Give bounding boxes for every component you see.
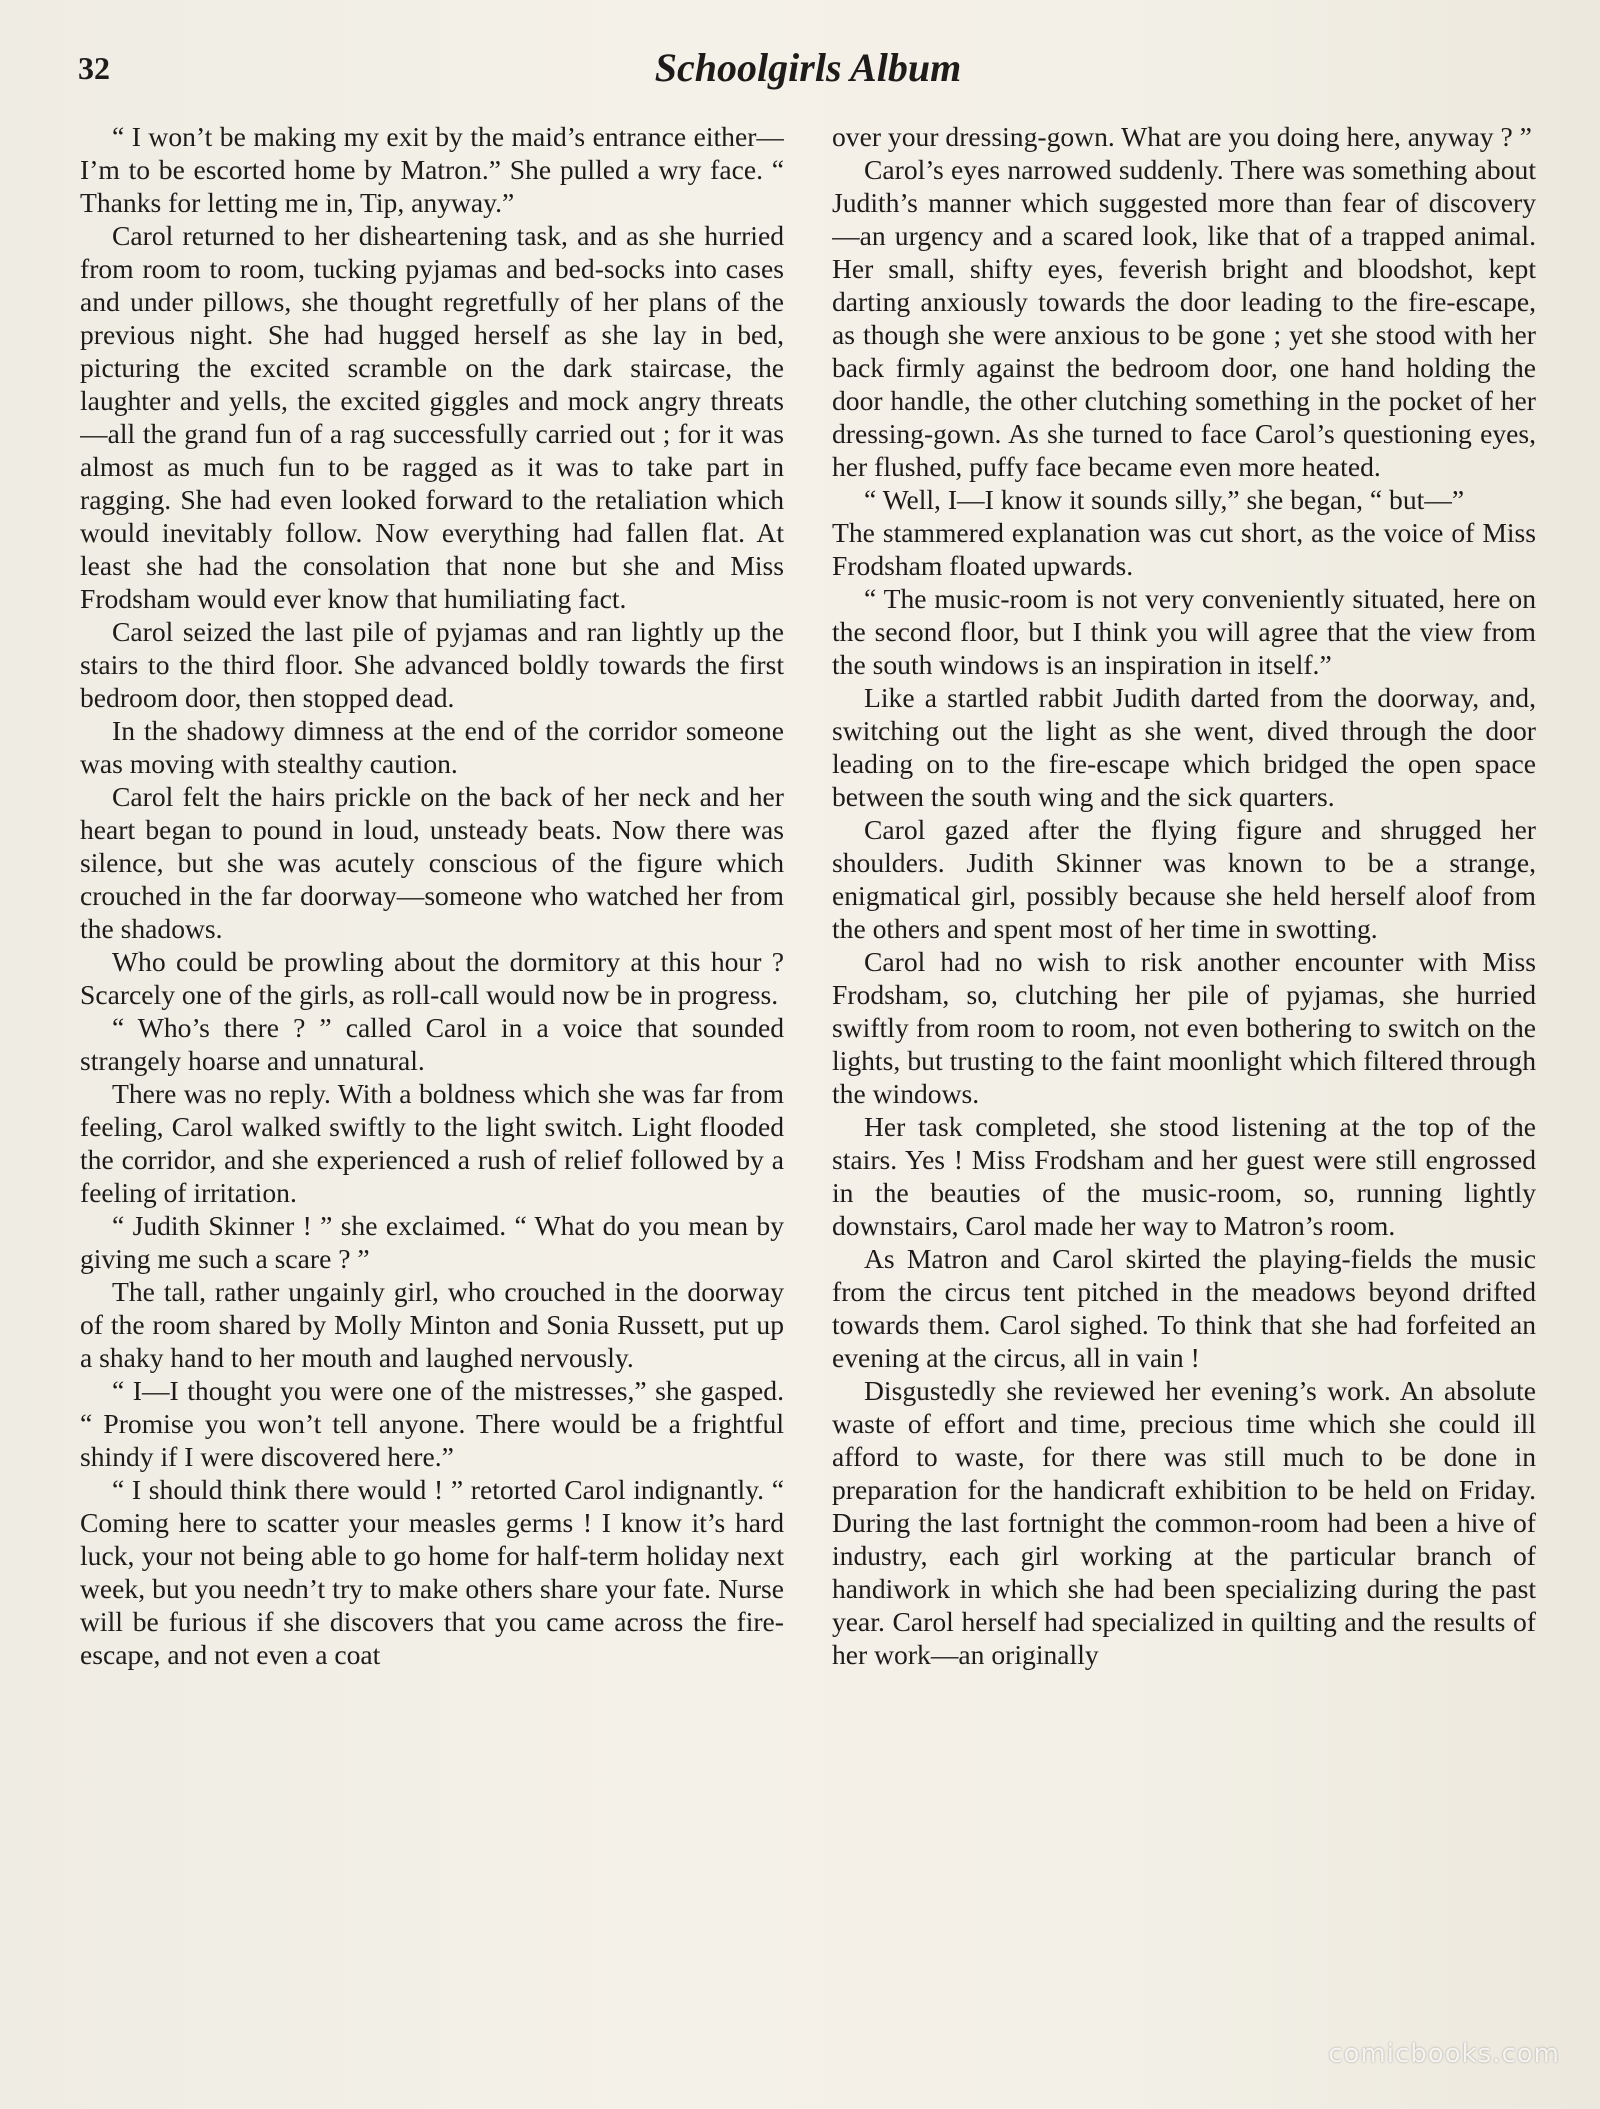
paragraph: Her task completed, she stood listening at the top of the stairs. Yes ! Miss Frodsham and her guest were still engrossed in the beauties of the music-room, so, running lightly downstairs, Carol made her way to Matron’s room. <box>832 1111 1536 1241</box>
paragraph: Who could be prowling about the dormitory at this hour ? Scarcely one of the girls, as roll-call would now be in progress. <box>80 946 784 1010</box>
text-columns <box>80 120 1536 2040</box>
paragraph: As Matron and Carol skirted the playing-fields the music from the circus tent pitched in the meadows beyond drifted towards them. Carol sighed. To think that she had forfeited an evening at the circus, all in vain ! <box>832 1243 1536 1373</box>
paragraph: “ I—I thought you were one of the mistresses,” she gasped. “ Promise you won’t tell anyone. There would be a frightful shindy if I were discovered here.” <box>80 1375 784 1472</box>
paragraph: “ I won’t be making my exit by the maid’s entrance either—I’m to be escorted home by Matron.” She pulled a wry face. “ Thanks for letting me in, Tip, anyway.” <box>80 121 784 218</box>
left-column <box>80 120 784 2040</box>
paragraph: Carol’s eyes narrowed suddenly. There was something about Judith’s manner which suggested more than fear of discovery—an urgency and a scared look, like that of a trapped animal. Her small, shifty eyes, feverish bright and bloodshot, kept darting anxiously towards the door leading to the fire-escape, as though she were anxious to be gone ; yet she stood with her back firmly against the bedroom door, one hand holding the door handle, the other clutching something in the pocket of her dressing-gown. As she turned to face Carol’s questioning eyes, her flushed, puffy face became even more heated. <box>832 154 1536 482</box>
paragraph: Carol returned to her disheartening task, and as she hurried from room to room, tucking pyjamas and bed-socks into cases and under pillows, she thought regretfully of her plans of the previous night. She had hugged herself as she lay in bed, picturing the excited scramble on the dark staircase, the laughter and yells, the excited giggles and mock angry threats—all the grand fun of a rag successfully carried out ; for it was almost as much fun to be ragged as it was to take part in ragging. She had even looked forward to the retaliation which would inevitably follow. Now everything had fallen flat. At least she had the consolation that none but she and Miss Frodsham would ever know that humiliating fact. <box>80 220 784 614</box>
paragraph: “ Judith Skinner ! ” she exclaimed. “ What do you mean by giving me such a scare ? ” <box>80 1210 784 1274</box>
watermark: comicbooks.com <box>1328 2039 1560 2069</box>
running-title: Schoolgirls Album <box>654 45 962 90</box>
paragraph: There was no reply. With a boldness which she was far from feeling, Carol walked swiftly to the light switch. Light flooded the corridor, and she experienced a rush of relief followed by a feeling of irritation. <box>80 1078 784 1208</box>
paragraph: “ Who’s there ? ” called Carol in a voice that sounded strangely hoarse and unnatural. <box>80 1012 784 1076</box>
paragraph: “ The music-room is not very conveniently situated, here on the second floor, but I think you will agree that the view from the south windows is an inspiration in itself.” <box>832 583 1536 680</box>
paragraph: Carol seized the last pile of pyjamas and ran lightly up the stairs to the third floor. She advanced boldly towards the first bedroom door, then stopped dead. <box>80 616 784 713</box>
paragraph: Disgustedly she reviewed her evening’s work. An absolute waste of effort and time, precious time which she could ill afford to waste, for there was still much to be done in preparation for the handicraft exhibition to be held on Friday. During the last fortnight the common-room had been a hive of industry, each girl working at the particular branch of handiwork in which she had been specializing during the past year. Carol herself had specialized in quilting and the results of her work—an originally <box>832 1375 1536 1670</box>
paragraph: Carol had no wish to risk another encounter with Miss Frodsham, so, clutching her pile of pyjamas, she hurried swiftly from room to room, not even bothering to switch on the lights, but trusting to the faint moonlight which filtered through the windows. <box>832 946 1536 1109</box>
paragraph: Carol gazed after the flying figure and shrugged her shoulders. Judith Skinner was known to be a strange, enigmatical girl, possibly because she held herself aloof from the others and spent most of her time in swotting. <box>832 814 1536 944</box>
paragraph: In the shadowy dimness at the end of the corridor someone was moving with stealthy caution. <box>80 715 784 779</box>
paragraph: The tall, rather ungainly girl, who crouched in the doorway of the room shared by Molly Minton and Sonia Russett, put up a shaky hand to her mouth and laughed nervously. <box>80 1276 784 1373</box>
paragraph: Carol felt the hairs prickle on the back of her neck and her heart began to pound in loud, unsteady beats. Now there was silence, but she was acutely conscious of the figure which crouched in the far doorway—someone who watched her from the shadows. <box>80 781 784 944</box>
paragraph: The stammered explanation was cut short, as the voice of Miss Frodsham floated upwards. <box>832 517 1536 581</box>
paragraph: “ Well, I—I know it sounds silly,” she began, “ but—” <box>864 484 1465 515</box>
right-column <box>832 120 1536 2040</box>
paragraph: “ I should think there would ! ” retorted Carol indignantly. “ Coming here to scatter your measles germs ! I know it’s hard luck, your not being able to go home for half-term holiday next week, but you needn’t try to make others share your fate. Nurse will be furious if she discovers that you came across the fire-escape, and not even a coat <box>80 1474 784 1670</box>
paragraph: Like a startled rabbit Judith darted from the doorway, and, switching out the light as she went, dived through the door leading on to the fire-escape which bridged the open space between the south wing and the sick quarters. <box>832 682 1536 812</box>
page-number: 32 <box>78 50 110 86</box>
page-header <box>78 40 1538 100</box>
paragraph-continued: over your dressing-gown. What are you doing here, anyway ? ” <box>832 121 1532 152</box>
